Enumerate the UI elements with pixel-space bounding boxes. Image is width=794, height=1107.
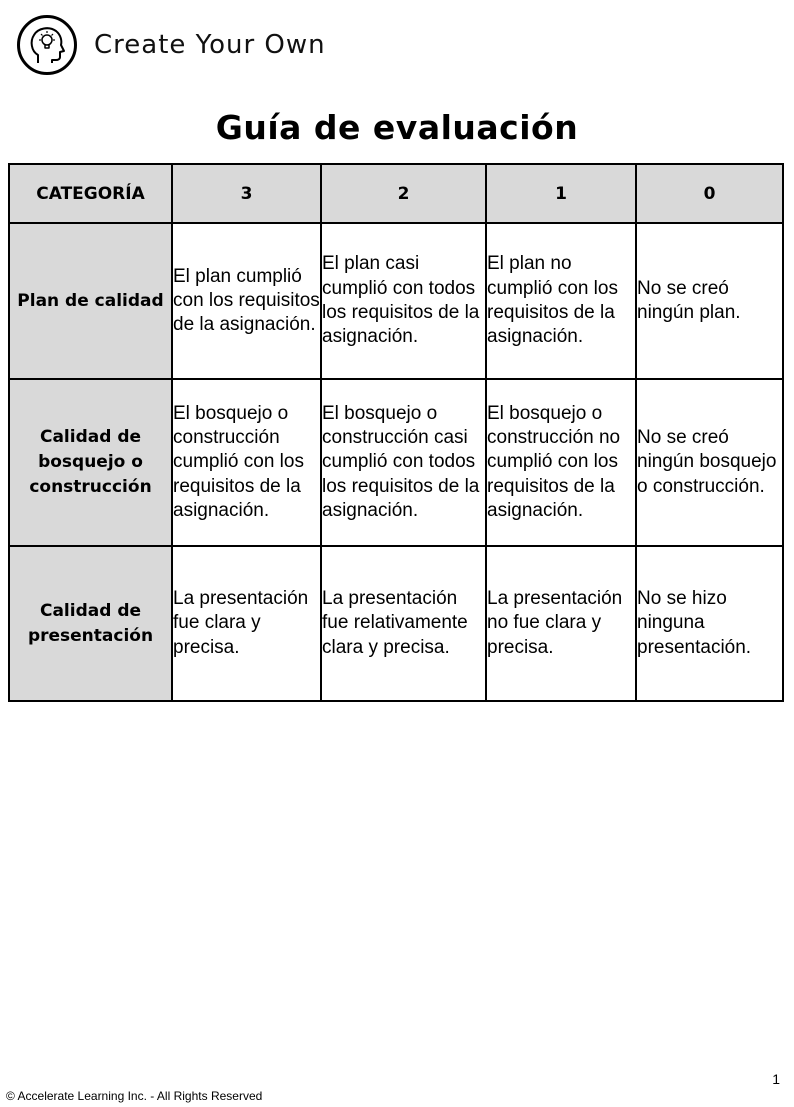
criterion-cell: El bosquejo o construcción casi cumplió con todos los requisitos de la asignación. (321, 379, 486, 546)
page-title: Guía de evaluación (215, 108, 579, 147)
table-header-row (9, 164, 783, 223)
criterion-cell: El bosquejo o construcción no cumplió con los requisitos de la asignación. (486, 379, 636, 546)
copyright-notice: © Accelerate Learning Inc. - All Rights Reserved (6, 1089, 263, 1103)
head-lightbulb-icon (17, 15, 77, 75)
table-row (9, 546, 783, 701)
category-cell: Calidad de bosquejo o construcción (9, 379, 172, 546)
category-cell: Plan de calidad (9, 223, 172, 379)
column-header-category: CATEGORÍA (9, 164, 172, 223)
column-header-score-1: 1 (486, 164, 636, 223)
column-header-score-3: 3 (172, 164, 321, 223)
table-row (9, 379, 783, 546)
table-row (9, 223, 783, 379)
brand-name: Create Your Own (94, 30, 326, 60)
column-header-score-2: 2 (321, 164, 486, 223)
category-cell: Calidad de presentación (9, 546, 172, 701)
criterion-cell: El plan no cumplió con los requisitos de la asignación. (486, 223, 636, 379)
criterion-cell: No se creó ningún plan. (636, 223, 783, 379)
criterion-cell: No se hizo ninguna presentación. (636, 546, 783, 701)
criterion-cell: No se creó ningún bosquejo o construcción. (636, 379, 783, 546)
column-header-score-0: 0 (636, 164, 783, 223)
page-header (17, 13, 326, 77)
page-number: 1 (772, 1071, 780, 1087)
criterion-cell: El bosquejo o construcción cumplió con los requisitos de la asignación. (172, 379, 321, 546)
rubric-table (8, 163, 784, 702)
criterion-cell: La presentación no fue clara y precisa. (486, 546, 636, 701)
criterion-cell: El plan cumplió con los requisitos de la asignación. (172, 223, 321, 379)
criterion-cell: El plan casi cumplió con todos los requisitos de la asignación. (321, 223, 486, 379)
criterion-cell: La presentación fue clara y precisa. (172, 546, 321, 701)
criterion-cell: La presentación fue relativamente clara y precisa. (321, 546, 486, 701)
